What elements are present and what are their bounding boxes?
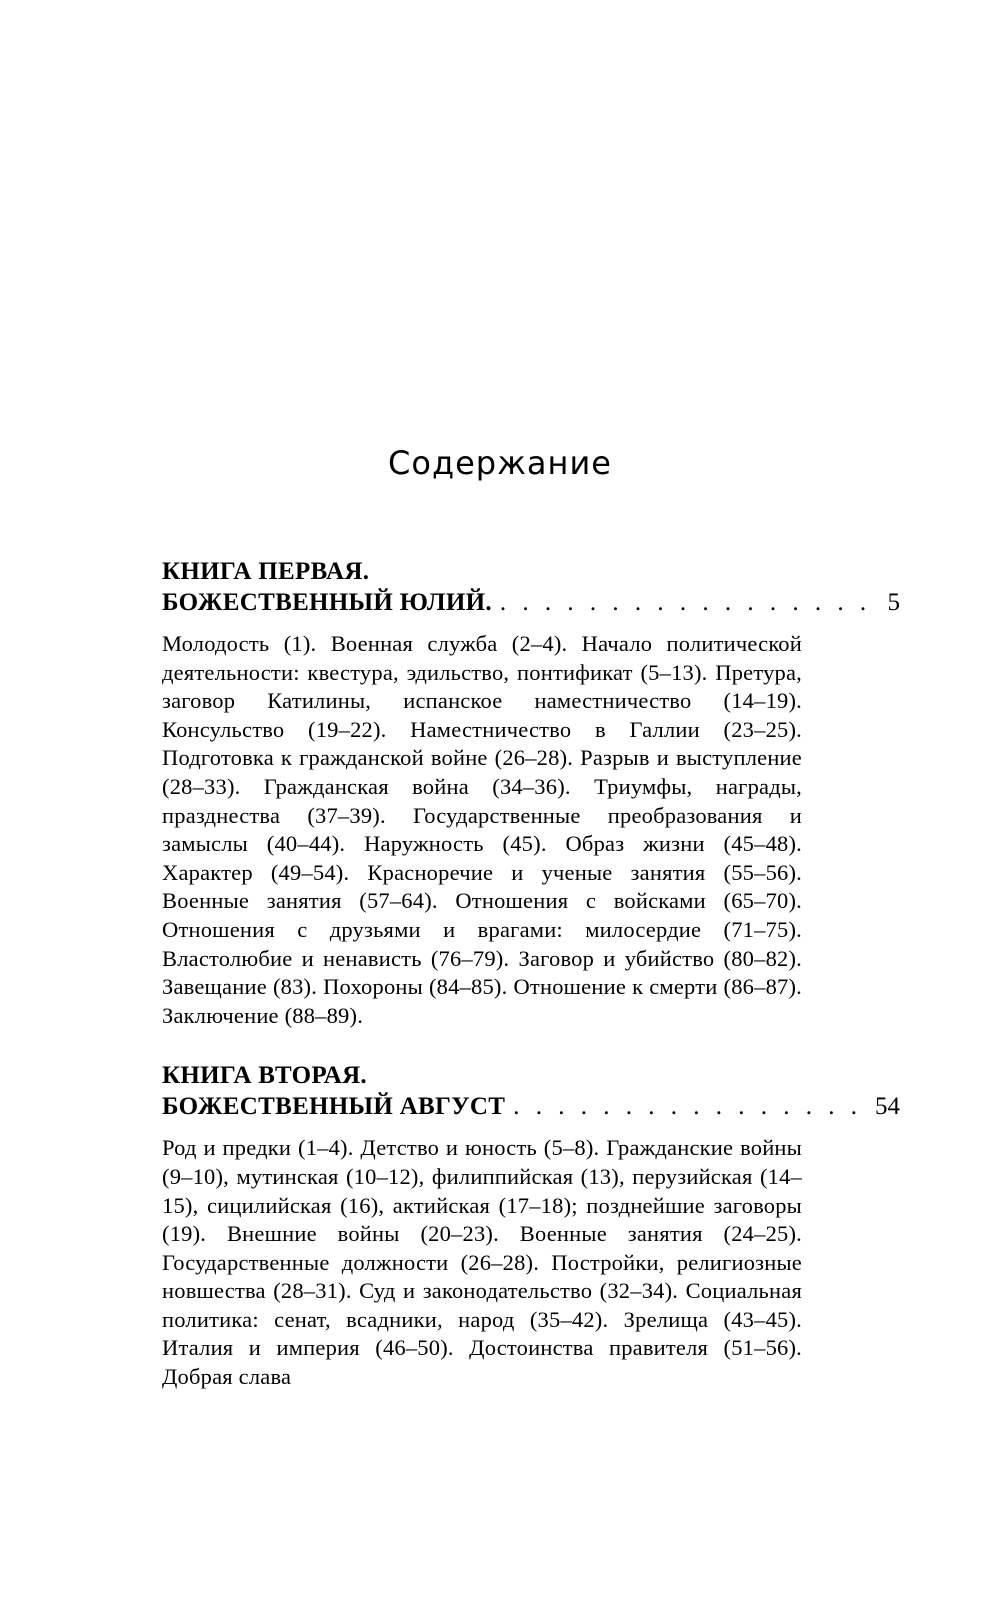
- page-number: 54: [875, 1093, 900, 1121]
- book-label: КНИГА ПЕРВАЯ.: [162, 558, 370, 585]
- book-label: КНИГА ВТОРАЯ.: [162, 1062, 367, 1090]
- page-number: 5: [887, 589, 900, 616]
- dot-leader: [500, 587, 880, 618]
- toc-entry-book-2: [162, 1060, 900, 1391]
- dot-leader: [513, 1091, 867, 1122]
- chapter-title: БОЖЕСТВЕННЫЙ АВГУСТ: [162, 1093, 506, 1121]
- chapter-summary: Род и предки (1–4). Детство и юность (5–8). Гражданские войны (9–10), мутинская (10–12), филиппийская (13), перузийская (14–15), сицилийская (16), актийская (17–18); позднейшие заговоры (19). Внешние войны (20–23). Военные занятия (24–25). Государственные должности (26–28). Постройки, религиозные новшества (28–31). Суд и законодательство (32–34). Социальная политика: сенат, всадники, народ (35–42). Зрелища (43–45). Италия и империя (46–50). Достоинства правителя (51–56). Добрая слава: [162, 1135, 802, 1390]
- chapter-title: БОЖЕСТВЕННЫЙ ЮЛИЙ.: [162, 589, 492, 616]
- toc-title-line[interactable]: [162, 1091, 900, 1122]
- chapter-summary: Молодость (1). Военная служба (2–4). Начало политической деятельности: квестура, эдильство, понтификат (5–13). Претура, заговор Катилины, испанское наместничество (14–19). Консульство (19–22). Наместничество в Галлии (23–25). Подготовка к гражданской войне (26–28). Разрыв и выступление (28–33). Гражданская война (34–36). Триумфы, награды, празднества (37–39). Государственные преобразования и замыслы (40–44). Наружность (45). Образ жизни (45–48). Характер (49–54). Красноречие и ученые занятия (55–56). Военные занятия (57–64). Отношения с войсками (65–70). Отношения с друзьями и врагами: милосердие (71–75). Властолюбие и ненависть (76–79). Заговор и убийство (80–82). Завещание (83). Похороны (84–85). Отношение к смерти (86–87). Заключение (88–89).: [162, 631, 802, 1028]
- toc-title-line[interactable]: [162, 587, 900, 618]
- table-of-contents: [162, 556, 900, 1414]
- toc-entry-book-1: [162, 556, 900, 1030]
- page-title: Содержание: [388, 444, 612, 482]
